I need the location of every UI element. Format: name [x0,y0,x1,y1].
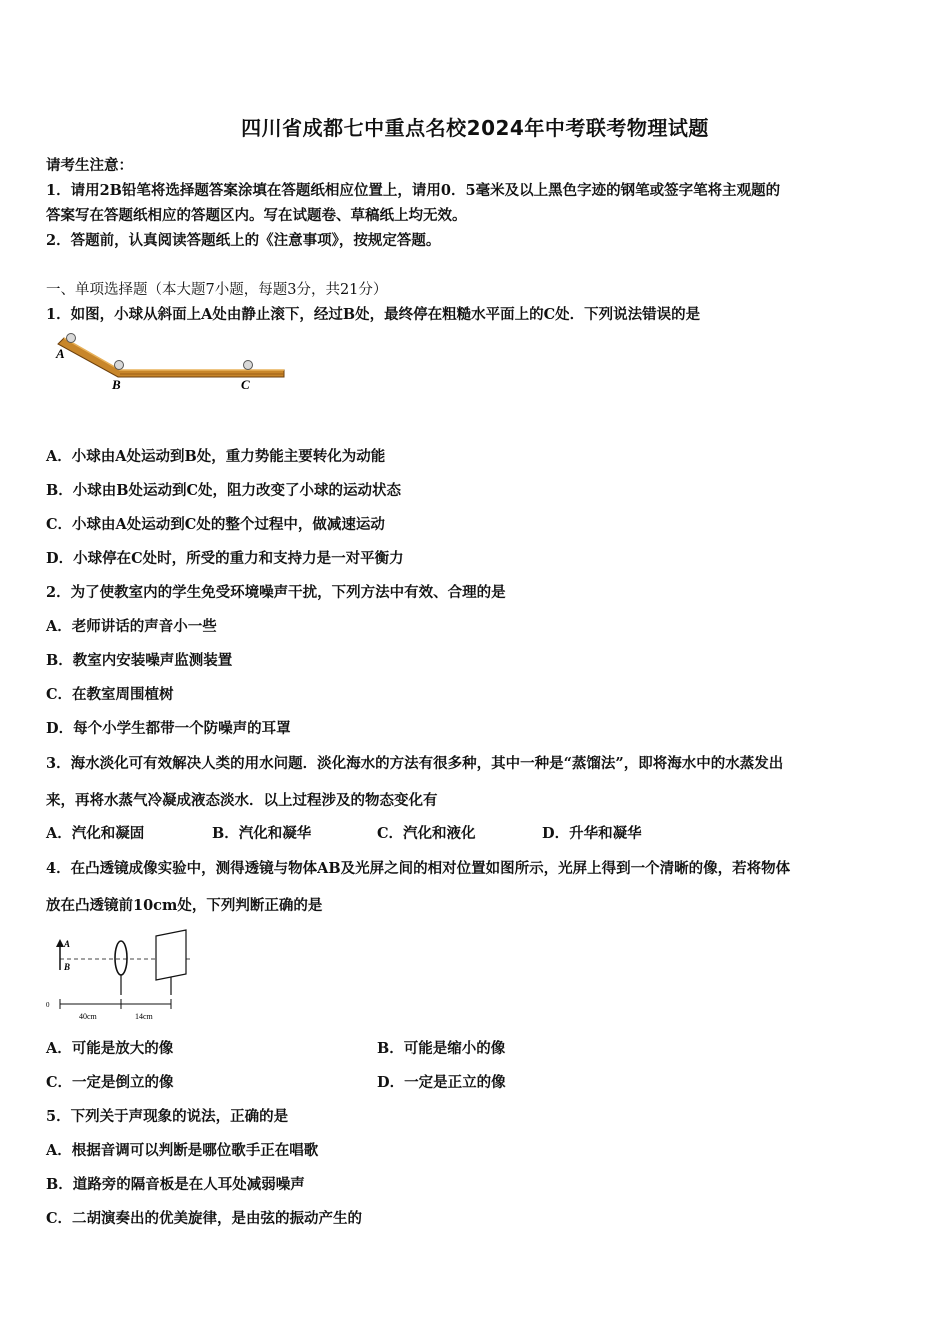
q4-lens-figure [44,922,194,1022]
q3-option-d: D．升华和凝华 [542,825,642,842]
q1-option-b: B．小球由B处运动到C处，阻力改变了小球的运动状态 [46,482,402,499]
q3-stem-line-2: 来，再将水蒸气冷凝成液态淡水．以上过程涉及的物态变化有 [46,792,438,809]
q2-stem: 2．为了使教室内的学生免受环境噪声干扰，下列方法中有效、合理的是 [46,584,506,601]
notice-item-1-line-1: 1．请用2B铅笔将选择题答案涂填在答题纸相应位置上，请用0．5毫米及以上黑色字迹的钢笔或签字笔将主观题的 [46,182,781,199]
convex-lens [115,941,127,975]
q3-option-c: C．汽化和液化 [377,825,476,842]
q4-stem-line-1: 4．在凸透镜成像实验中，测得透镜与物体AB及光屏之间的相对位置如图所示，光屏上得到一个清晰的像，若将物体 [46,860,791,877]
q3-option-b: B．汽化和凝华 [212,825,312,842]
object-label-b: B [64,962,71,972]
ramp-board [58,338,284,377]
origin-label: 0 [46,1001,50,1009]
q1-stem: 1．如图，小球从斜面上A处由静止滚下，经过B处，最终停在粗糙水平面上的C处．下列说法错误的是 [46,306,701,323]
label-a: A [56,346,65,361]
q5-option-a: A．根据音调可以判断是哪位歌手正在唱歌 [46,1142,319,1159]
notice-item-2: 2．答题前，认真阅读答题纸上的《注意事项》，按规定答题。 [46,232,441,249]
q1-ramp-figure [50,330,290,392]
notice-item-1-line-2: 答案写在答题纸相应的答题区内。写在试题卷、草稿纸上均无效。 [46,207,467,224]
q3-stem-line-1: 3．海水淡化可有效解决人类的用水问题．淡化海水的方法有很多种，其中一种是“蒸馏法”，即将海水中的水蒸发出 [46,755,784,772]
distance-14cm: 14cm [135,1012,153,1021]
q4-option-a: A．可能是放大的像 [46,1040,174,1057]
label-c: C [241,377,250,392]
q1-option-d: D．小球停在C处时，所受的重力和支持力是一对平衡力 [46,550,404,567]
q1-option-a: A．小球由A处运动到B处，重力势能主要转化为动能 [46,448,386,465]
object-label-a: A [64,939,71,949]
q2-option-c: C．在教室周围植树 [46,686,174,703]
q2-option-b: B．教室内安装噪声监测装置 [46,652,233,669]
distance-40cm: 40cm [79,1012,97,1021]
q1-option-c: C．小球由A处运动到C处的整个过程中，做减速运动 [46,516,385,533]
page-title: 四川省成都七中重点名校2024年中考联考物理试题 [241,116,709,140]
q4-option-c: C．一定是倒立的像 [46,1074,174,1091]
q5-option-c: C．二胡演奏出的优美旋律，是由弦的振动产生的 [46,1210,363,1227]
q4-option-d: D．一定是正立的像 [377,1074,506,1091]
q3-option-a: A．汽化和凝固 [46,825,145,842]
ball-at-c [244,361,253,370]
q5-stem: 5．下列关于声现象的说法，正确的是 [46,1108,289,1125]
ball-at-a [67,334,76,343]
q4-stem-line-2: 放在凸透镜前10cm处，下列判断正确的是 [46,897,323,914]
label-b: B [112,377,121,392]
notice-heading: 请考生注意： [46,157,133,174]
section-1-heading: 一、单项选择题（本大题7小题，每题3分，共21分） [46,282,388,298]
ball-at-b [115,361,124,370]
light-screen [156,930,186,980]
q2-option-a: A．老师讲话的声音小一些 [46,618,217,635]
q5-option-b: B．道路旁的隔音板是在人耳处减弱噪声 [46,1176,305,1193]
q2-option-d: D．每个小学生都带一个防噪声的耳罩 [46,720,291,737]
q4-option-b: B．可能是缩小的像 [377,1040,506,1057]
